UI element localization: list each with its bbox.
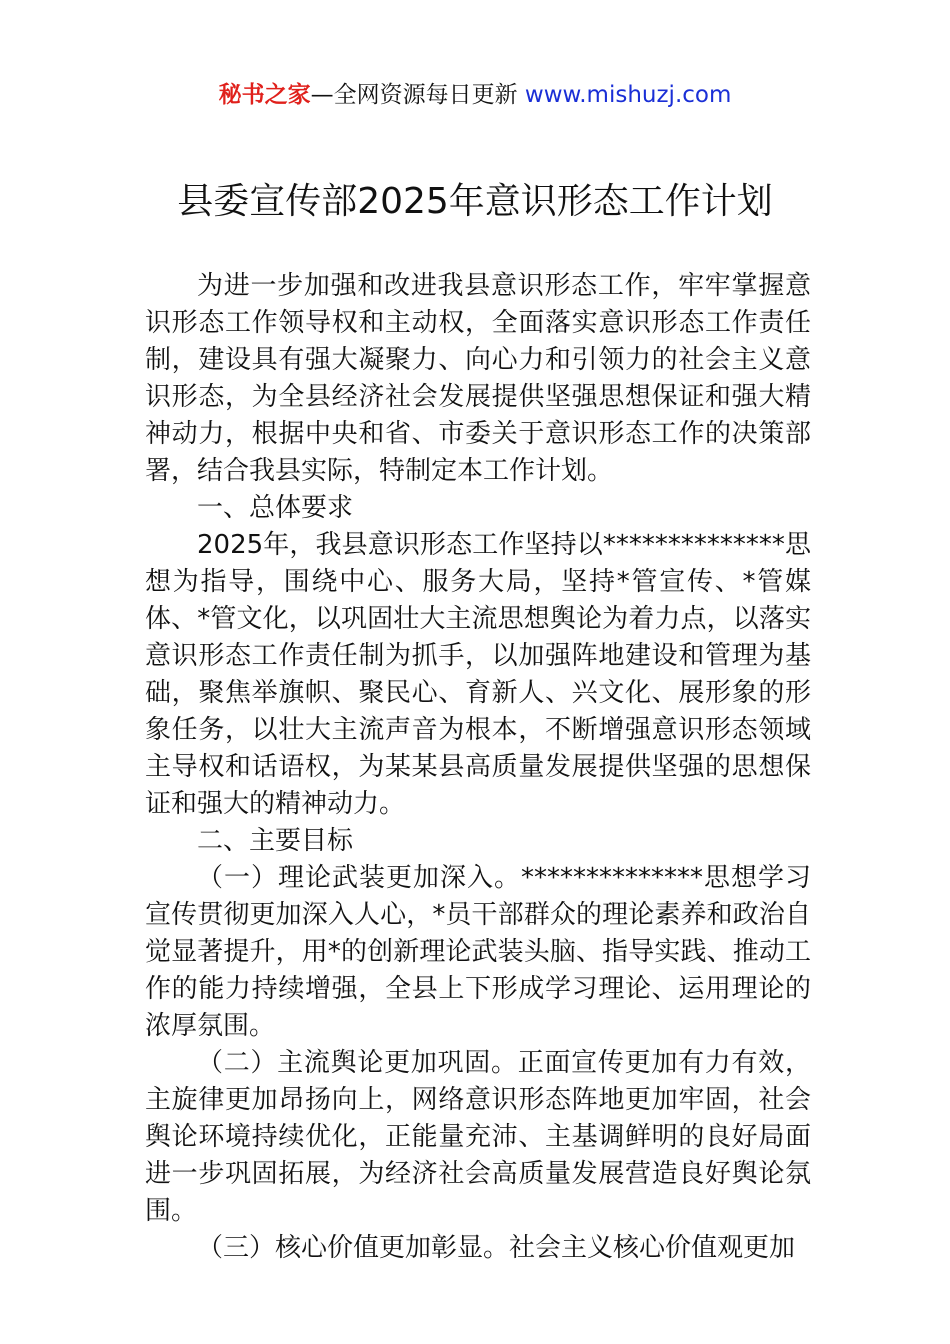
site-header [0,80,950,110]
header-tagline: —全网资源每日更新 [310,82,525,108]
goal-paragraph-3: （三）核心价值更加彰显。社会主义核心价值观更加 [197,1233,796,1263]
site-url-link[interactable]: www.mishuzj.com [524,82,732,108]
goal-paragraph-2: （二）主流舆论更加巩固。正面宣传更加有力有效，主旋律更加昂扬向上，网络意识形态阵地更加牢固，社会舆论环境持续优化，正能量充沛、主基调鲜明的良好局面进一步巩固拓展，为经济社会高质量发展营造良好舆论氛围。 [145,1048,811,1226]
intro-paragraph: 为进一步加强和改进我县意识形态工作，牢牢掌握意识形态工作领导权和主动权，全面落实意识形态工作责任制，建设具有强大凝聚力、向心力和引领力的社会主义意识形态，为全县经济社会发展提供坚强思想保证和强大精神动力，根据中央和省、市委关于意识形态工作的决策部署，结合我县实际，特制定本工作计划。 [145,271,811,486]
section-heading-general-requirements: 一、总体要求 [197,493,354,523]
general-requirements-paragraph: 2025年，我县意识形态工作坚持以**************思想为指导，围绕中心、服务大局，坚持*管宣传、*管媒体、*管文化，以巩固壮大主流思想舆论为着力点，以落实意识形态工作责任制为抓手，以加强阵地建设和管理为基础，聚焦举旗帜、聚民心、育新人、兴文化、展形象的形象任务，以壮大主流声音为根本，不断增强意识形态领域主导权和话语权，为某某县高质量发展提供坚强的思想保证和强大的精神动力。 [145,530,811,819]
document-body [145,268,811,1267]
brand-name: 秘书之家 [218,82,311,108]
document-title: 县委宣传部2025年意识形态工作计划 [177,181,773,222]
section-heading-main-goals: 二、主要目标 [197,826,354,856]
goal-paragraph-1: （一）理论武装更加深入。**************思想学习宣传贯彻更加深入人心，*员干部群众的理论素养和政治自觉显著提升，用*的创新理论武装头脑、指导实践、推动工作的能力持续增强，全县上下形成学习理论、运用理论的浓厚氛围。 [145,863,811,1041]
